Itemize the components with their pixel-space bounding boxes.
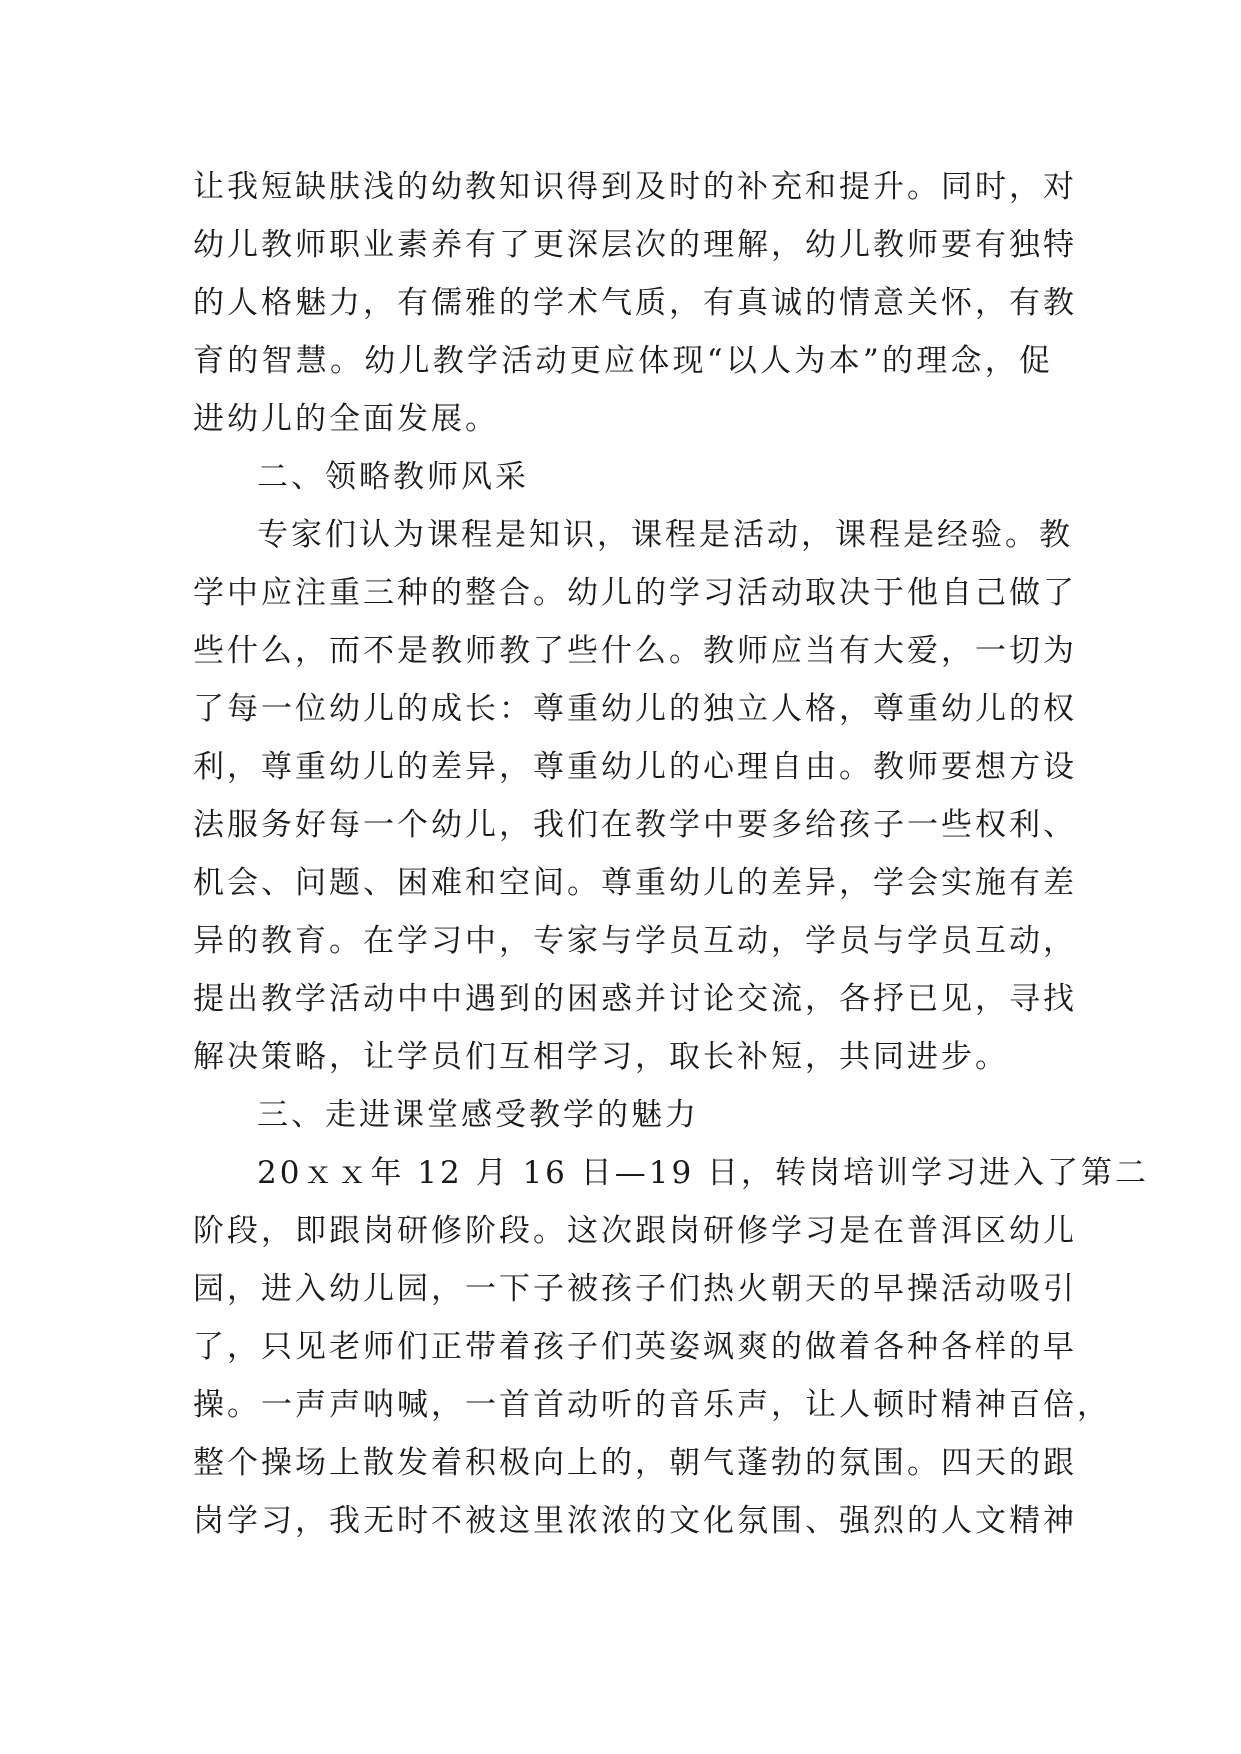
paragraph-line: 育的智慧。幼儿教学活动更应体现“以人为本”的理念，促 <box>193 343 1053 379</box>
paragraph-line: 的人格魅力，有儒雅的学术气质，有真诚的情意关怀，有教 <box>193 285 1077 321</box>
paragraph-line: 了，只见老师们正带着孩子们英姿飒爽的做着各种各样的早 <box>193 1329 1077 1365</box>
paragraph-line: 提出教学活动中中遇到的困惑并讨论交流，各抒已见，寻找 <box>193 981 1077 1017</box>
section-heading: 三、走进课堂感受教学的魅力 <box>257 1097 699 1133</box>
paragraph-line: 专家们认为课程是知识，课程是活动，课程是经验。教 <box>257 517 1073 553</box>
paragraph-line: 幼儿教师职业素养有了更深层次的理解，幼儿教师要有独特 <box>193 227 1077 263</box>
paragraph-line: 解决策略，让学员们互相学习，取长补短，共同进步。 <box>193 1039 1009 1075</box>
document-body <box>193 158 1150 1550</box>
paragraph-line: 园，进入幼儿园，一下子被孩子们热火朝天的早操活动吸引 <box>193 1271 1077 1307</box>
paragraph-line: 利，尊重幼儿的差异，尊重幼儿的心理自由。教师要想方设 <box>193 749 1077 785</box>
section-heading: 二、领略教师风采 <box>257 459 529 495</box>
paragraph-line: 20ｘｘ年 12 月 16 日—19 日，转岗培训学习进入了第二 <box>257 1155 1150 1191</box>
paragraph-line: 让我短缺肤浅的幼教知识得到及时的补充和提升。同时，对 <box>193 169 1077 205</box>
paragraph-line: 机会、问题、困难和空间。尊重幼儿的差异，学会实施有差 <box>193 865 1077 901</box>
paragraph-line: 操。一声声呐喊，一首首动听的音乐声，让人顿时精神百倍， <box>193 1387 1111 1423</box>
paragraph-line: 进幼儿的全面发展。 <box>193 401 499 437</box>
paragraph-line: 整个操场上散发着积极向上的，朝气蓬勃的氛围。四天的跟 <box>193 1445 1077 1481</box>
paragraph-line: 学中应注重三种的整合。幼儿的学习活动取决于他自己做了 <box>193 575 1077 611</box>
paragraph-line: 了每一位幼儿的成长：尊重幼儿的独立人格，尊重幼儿的权 <box>193 691 1077 727</box>
paragraph-line: 阶段，即跟岗研修阶段。这次跟岗研修学习是在普洱区幼儿 <box>193 1213 1077 1249</box>
paragraph-line: 法服务好每一个幼儿，我们在教学中要多给孩子一些权利、 <box>193 807 1077 843</box>
paragraph-line: 些什么，而不是教师教了些什么。教师应当有大爱，一切为 <box>193 633 1077 669</box>
paragraph-line: 岗学习，我无时不被这里浓浓的文化氛围、强烈的人文精神 <box>193 1503 1077 1539</box>
paragraph-line: 异的教育。在学习中，专家与学员互动，学员与学员互动， <box>193 923 1077 959</box>
